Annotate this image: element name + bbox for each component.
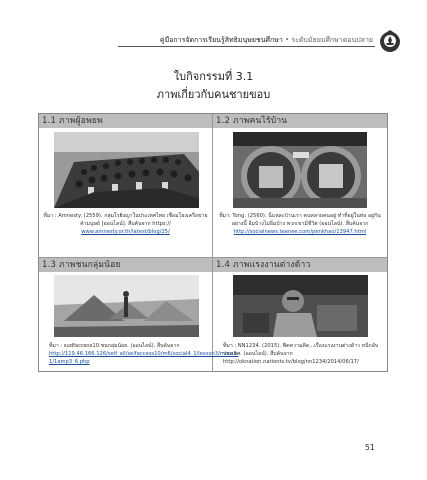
caption-text: ที่มา: Tong. (2560). นี่แหละบ้านเรา คนหลายคนอยู่ ทำที่อยู่ในท่อ อยู่กันอย่างนี้ อิ่มบ้างไม่อิ่มบ้าง พวกเขามีชีวิต (ออนไลน์). สืบค้นจาก xyxy=(219,213,381,227)
caption-text: ที่มา : NN1234. (2015). ฟิตความคิด...เรื่องแรงงานต่างด้าว หนีกลับประเทศ. (ออนไลน์). สืบค้นจาก http://oknation.nationtv.tv/blog/nn1234/2014/06/17/ xyxy=(223,343,379,365)
grid-cell-migrant-workers xyxy=(213,258,387,372)
worksheet-subtitle: ภาพเกี่ยวกับคนชายขอบ xyxy=(156,88,271,101)
header-separator: • xyxy=(284,36,290,44)
grid-cell-refugees xyxy=(39,114,213,258)
cell-label: 1.4 ภาพแรงงานต่างด้าว xyxy=(213,258,387,272)
cell-caption xyxy=(217,212,383,236)
cell-label: 1.1 ภาพผู้อพยพ xyxy=(39,114,212,128)
manual-title-level: ระดับมัธยมศึกษาตอนปลาย xyxy=(291,36,373,44)
grid-cell-minority xyxy=(39,258,239,372)
cell-caption xyxy=(223,342,383,366)
source-link[interactable]: http://119.46.166.126/self_all/selfaccess10/m6/social4_1/lesson3/more3-1/1amp3_6.php xyxy=(49,351,239,365)
source-link[interactable]: http://socialnews.teenee.com/penkhao/13947.html xyxy=(233,229,367,235)
manual-title-main: คู่มือการจัดการเรียนรู้สิทธิมนุษยชนศึกษา xyxy=(159,36,283,44)
header-rule xyxy=(118,46,375,47)
cell-label: 1.2 ภาพคนไร้บ้าน xyxy=(213,114,387,128)
migrant-worker-photo xyxy=(233,275,368,337)
ministry-emblem-icon xyxy=(379,29,401,53)
caption-text: ที่มา : sudfaccess10.ชนกลุ่มน้อย. (ออนไลน์). สืบค้นจาก xyxy=(49,343,180,349)
cell-label: 1.3 ภาพชนกลุ่มน้อย xyxy=(39,258,212,272)
worksheet-title: ใบกิจกรรมที่ 3.1 xyxy=(173,70,254,83)
grid-cell-homeless xyxy=(213,114,387,258)
refugee-boat-photo xyxy=(54,132,199,208)
image-grid xyxy=(38,113,388,372)
caption-text: ที่มา : Amnesty. (2559). กลุ่มโรฮิงญาในประเทศไทย เชื่อมโยงเครือข่ายค้ามนุษย์ [ออนไลน์]. สืบค้นจาก https:// xyxy=(43,213,208,227)
manual-title xyxy=(160,35,373,46)
page-number: 51 xyxy=(364,443,375,452)
pipe-dwellings-photo xyxy=(233,132,367,208)
hillside-huts-photo xyxy=(54,275,199,337)
cell-caption xyxy=(43,212,208,236)
source-link[interactable]: www.amnesty.or.th/latest/blog/25/ xyxy=(81,229,170,235)
cell-caption xyxy=(49,342,239,366)
